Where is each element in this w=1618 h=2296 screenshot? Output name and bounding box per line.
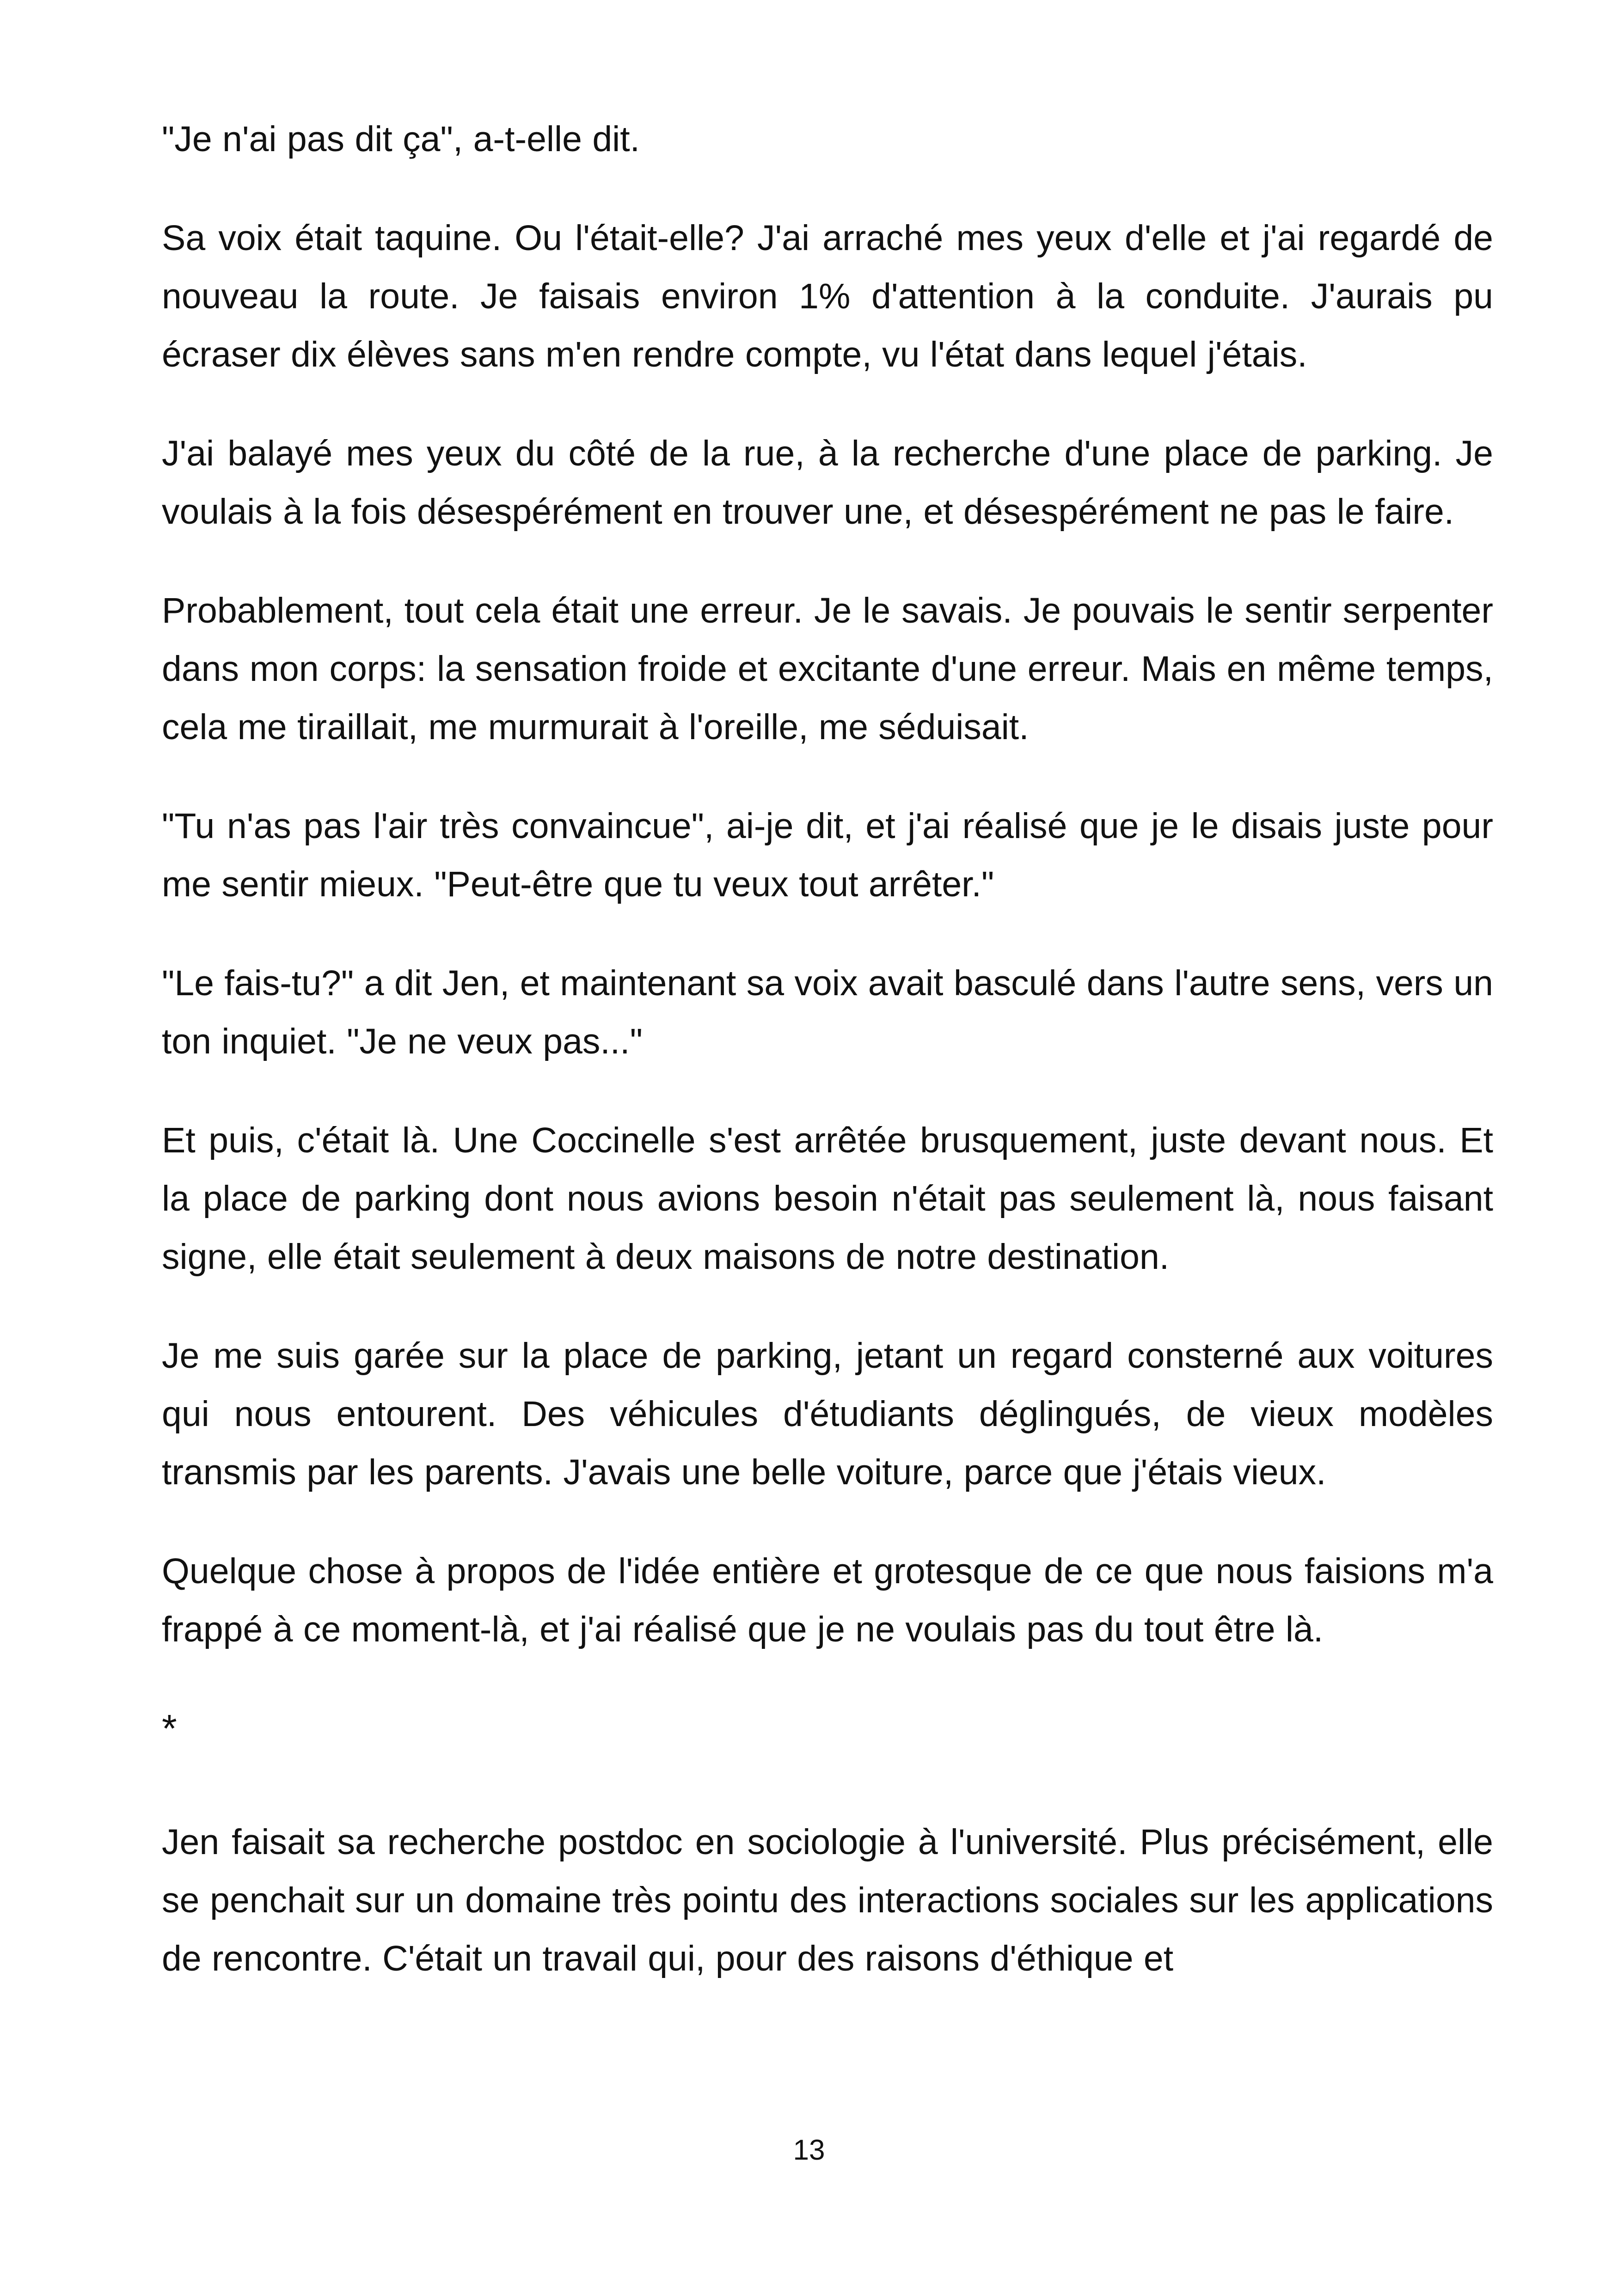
paragraph-10: Jen faisait sa recherche postdoc en sociologie à l'université. Plus précisément, elle se penchait sur un domaine très pointu des interactions sociales sur les applications de rencontre. C'était un travail qui, pour des raisons d'éthique et (162, 1822, 1493, 1978)
paragraph-7: Et puis, c'était là. Une Coccinelle s'est arrêtée brusquement, juste devant nous. Et la place de parking dont nous avions besoin n'était pas seulement là, nous faisant signe, elle était seulement à deux maisons de notre destination. (162, 1120, 1493, 1277)
paragraph-1: "Je n'ai pas dit ça", a-t-elle dit. (162, 119, 640, 159)
paragraph-6: "Le fais-tu?" a dit Jen, et maintenant sa voix avait basculé dans l'autre sens, vers un ton inquiet. "Je ne veux pas..." (162, 963, 1493, 1061)
paragraph-2: Sa voix était taquine. Ou l'était-elle? J'ai arraché mes yeux d'elle et j'ai regardé de nouveau la route. Je faisais environ 1% d'attention à la conduite. J'aurais pu écraser dix élèves sans m'en rendre compte, vu l'état dans lequel j'étais. (162, 218, 1493, 374)
paragraph-4: Probablement, tout cela était une erreur. Je le savais. Je pouvais le sentir serpenter dans mon corps: la sensation froide et excitante d'une erreur. Mais en même temps, cela me tiraillait, me murmurait à l'oreille, me séduisait. (162, 591, 1493, 747)
paragraph-5: "Tu n'as pas l'air très convaincue", ai-je dit, et j'ai réalisé que je le disais juste pour me sentir mieux. "Peut-être que tu veux tout arrêter." (162, 806, 1493, 904)
section-separator: * (162, 1707, 177, 1750)
paragraph-9: Quelque chose à propos de l'idée entière et grotesque de ce que nous faisions m'a frappé à ce moment-là, et j'ai réalisé que je ne voulais pas du tout être là. (162, 1551, 1493, 1649)
page-number: 13 (793, 2134, 825, 2166)
text-body (162, 110, 1493, 2028)
paragraph-3: J'ai balayé mes yeux du côté de la rue, à la recherche d'une place de parking. Je voulais à la fois désespérément en trouver une, et désespérément ne pas le faire. (162, 434, 1493, 532)
paragraph-8: Je me suis garée sur la place de parking, jetant un regard consterné aux voitures qui nous entourent. Des véhicules d'étudiants déglingués, de vieux modèles transmis par les parents. J'avais une belle voiture, parce que j'étais vieux. (162, 1336, 1493, 1492)
